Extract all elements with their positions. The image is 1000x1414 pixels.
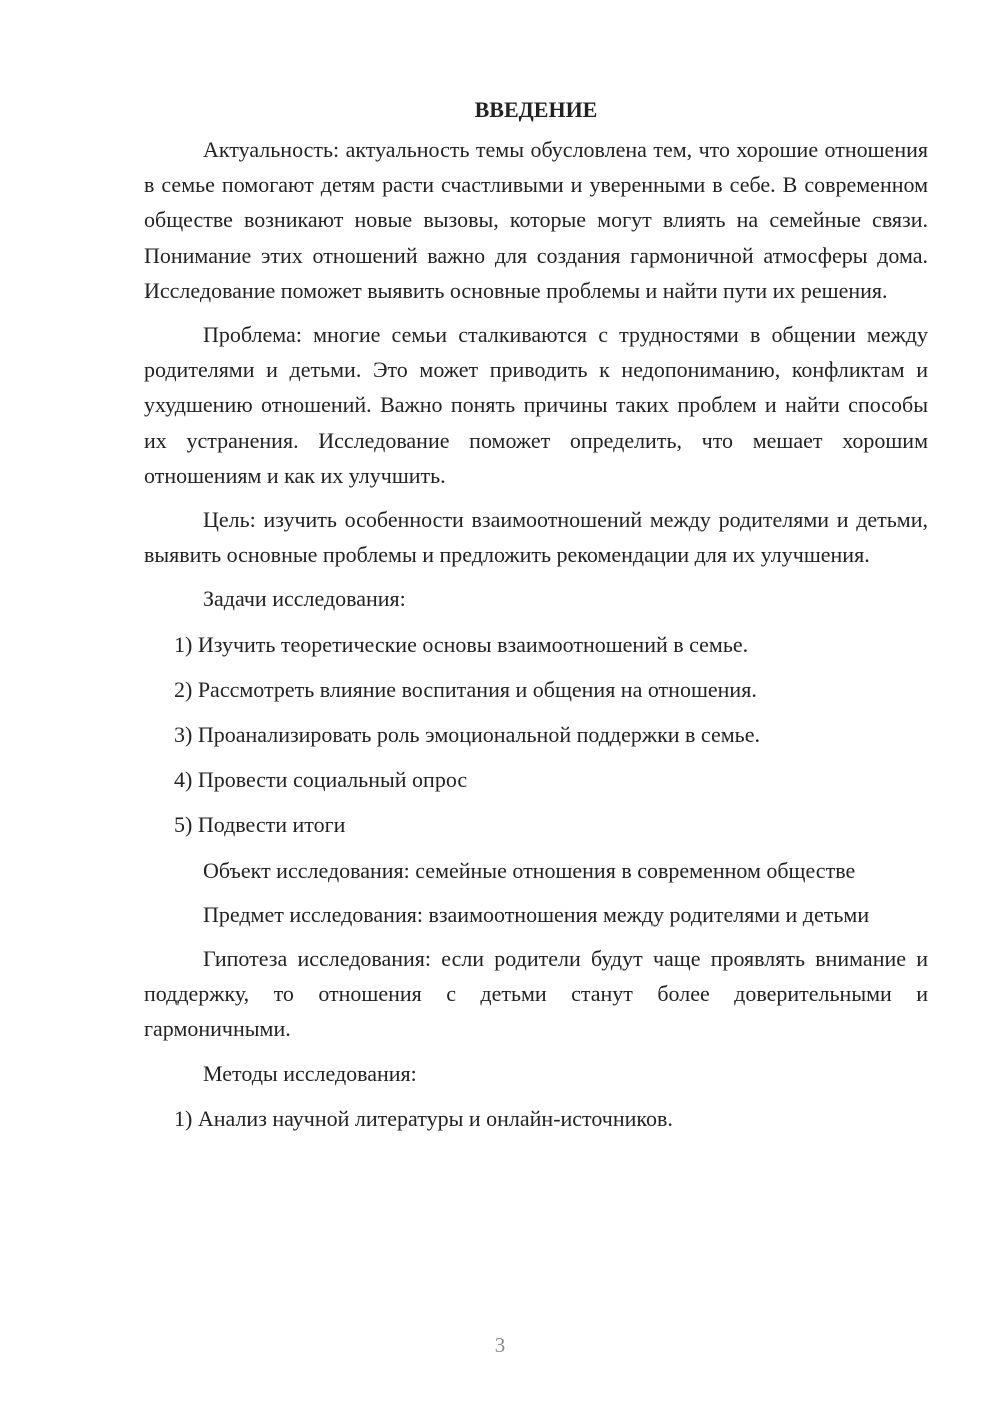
paragraph-goal: Цель: изучить особенности взаимоотношений между родителями и детьми, выявить основные проблемы и предложить рекомендации для их улучшения. — [144, 507, 928, 568]
paragraph-subject: Предмет исследования: взаимоотношения между родителями и детьми — [203, 901, 870, 927]
paragraph-hypothesis: Гипотеза исследования: если родители будут чаще проявлять внимание и поддержку, то отношения с детьми станут более доверительными и гармоничными. — [144, 946, 928, 1042]
tasks-list — [144, 627, 928, 843]
methods-list — [144, 1101, 928, 1136]
list-item: 1) Изучить теоретические основы взаимоотношений в семье. — [174, 631, 749, 657]
page-title: ВВЕДЕНИЕ — [474, 97, 598, 122]
tasks-heading: Задачи исследования: — [203, 586, 406, 612]
document-page — [144, 92, 928, 1146]
list-item: 2) Рассмотреть влияние воспитания и общения на отношения. — [174, 676, 757, 702]
methods-heading: Методы исследования: — [203, 1060, 417, 1086]
paragraph-relevance: Актуальность: актуальность темы обусловлена тем, что хорошие отношения в семье помогают детям расти счастливыми и уверенными в себе. В современном обществе возникают новые вызовы, которые могут влиять на семейные связи. Понимание этих отношений важно для создания гармоничной атмосферы дома. Исследование поможет выявить основные проблемы и найти пути их решения. — [144, 137, 928, 303]
list-item: 4) Провести социальный опрос — [174, 767, 468, 793]
paragraph-object: Объект исследования: семейные отношения в современном обществе — [203, 857, 856, 883]
page-number: 3 — [494, 1333, 506, 1357]
list-item: 1) Анализ научной литературы и онлайн-источников. — [174, 1105, 673, 1131]
list-item: 3) Проанализировать роль эмоциональной поддержки в семье. — [174, 722, 760, 748]
list-item: 5) Подвести итоги — [174, 812, 346, 838]
paragraph-problem: Проблема: многие семьи сталкиваются с трудностями в общении между родителями и детьми. Это может приводить к недопониманию, конфликтам и ухудшению отношений. Важно понять причины таких проблем и найти способы их устранения. Исследование поможет определить, что мешает хорошим отношениям и как их улучшить. — [144, 322, 928, 488]
